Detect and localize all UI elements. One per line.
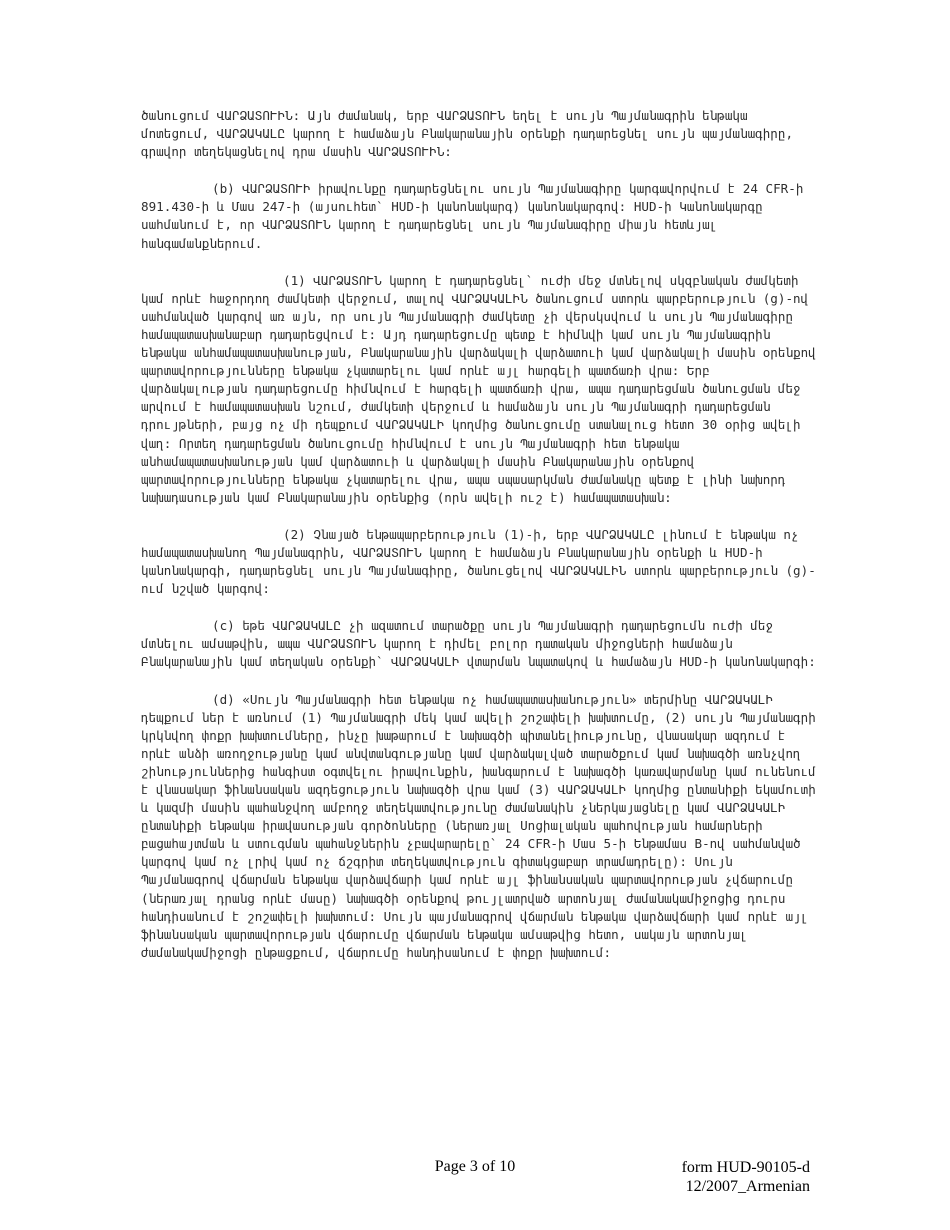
paragraph-d: (d) «Սույն Պայմանագրի հետ ենթակա ոչ համապատասխանություն» տերմինը ՎԱՐՁԱԿԱԼԻ դեպքում ներ է առնում (1) Պայմանագրի մեկ կամ ավելի շոշափելի խախտումը, (2) սույն Պայմանագրի կրկնվող փոքր խախտումները, ինչը խաթարում է նախագծի պիտանելիությունը, վնասակար ազդում է որևէ անձի առողջությանը կամ անվտանգությանը կամ վարձակալված տարածքում կամ նախագծի առնչվող շինություններից հանգիստ օգտվելու իրավունքին, խանգարում է նախագծի կառավարմանը կամ ունենում է վնասակար ֆինանսական ազդեցություն նախագծի վրա կամ (3) ՎԱՐՁԱԿԱԼԻ կողմից ընտանիքի եկամուտի և կազմի մասին պահանջվող ամբողջ տեղեկատվությունը ժամանակին չներկայացնելը կամ ՎԱՐՁԱԿԱԼԻ ընտանիքի ենթակա իրավասության գործոնները (ներառյալ Սոցիալական պահովության համարների բացահայտման և ստուգման պահանջներին չբավարարելը` 24 CFR-ի Մաս 5-ի Ենթամաս B-ով սահմանված կարգով կամ ոչ լրիվ կամ ոչ ճշգրիտ տեղեկատվություն գիտակցաբար տրամադրելը): Սույն Պայմանագրով վճարման ենթակա վարձավճարի կամ որևէ այլ ֆինանսական պարտավորության չվճարումը (ներառյալ դրանց որևէ մասը) նախագծի օրենքով թույլատրված արտոնյալ ժամանակամիջոցից դուրս հանդիսանում է շոշափելի խախտում: Սույն պայմանագրով վճարման ենթակա վարձավճարի կամ որևէ այլ ֆինանսական պարտավորության վճարումը վճարման ենթակա ամսաթվից հետո, սակայն արտոնյալ ժամանակամիջոցի ընթացքում, վճարումը հանդիսանում է փոքր խախտում:	[141, 691, 816, 960]
paragraph-b1: (1) ՎԱՐՁԱՏՈՒՆ կարող է դադարեցնել` ուժի մեջ մտնելով սկզբնական ժամկետի կամ որևէ հաջորդող ժամկետի վերջում, տալով ՎԱՐՁԱԿԱԼԻՆ ծանուցում ստորև պարբերություն (g)-ով սահմանված կարգով առ այն, որ սույն Պայմանագրի ժամկետը չի վերսկսվում և սույն Պայմանագիրը համապատասխանաբար դադարեցվում է: Այդ դադարեցումը պետք է հիմնվի կամ սույն Պայմանագրին ենթակա անհամապատասխանության, Բնակարանային վարձակալի վարձատուի կամ վարձակալի մասին օրենքով պարտավորությունները ենթակա չկատարելու կամ որևէ այլ հարգելի պատճառի վրա: Երբ վարձակալության դադարեցումը հիմնվում է հարգելի պատճառի վրա, ապա դադարեցման ծանուցման մեջ արվում է համապատասխան նշում, ժամկետի վերջում և համաձայն սույն Պայմանագրի դադարեցման դրույթների, բայց ոչ մի դեպքում ՎԱՐՁԱԿԱԼԻ կողմից ծանուցումը ստանալուց հետո 30 օրից ավելի վաղ: Որտեղ դադարեցման ծանուցումը հիմնվում է սույն Պայմանագրի հետ ենթակա անհամապատասխանության կամ վարձատուի և վարձակալի մասին Բնակարանային օրենքով պարտավորությունները ենթակա չկատարելու վրա, ապա սպասարկման ժամանակը պետք է լինի նախորդ նախադասության կամ Բնակարանային օրենքից (որն ավելի ուշ է) համապատասխան:	[141, 272, 816, 505]
paragraph-b: (b) ՎԱՐՁԱՏՈՒԻ իրավունքը դադարեցնելու սույն Պայմանագիրը կարգավորվում է 24 CFR-ի 891.430-ի և Մաս 247-ի (այսուհետ` HUD-ի կանոնակարգ) կանոնակարգով: HUD-ի Կանոնակարգը սահմանում է, որ ՎԱՐՁԱՏՈՒՆ կարող է դադարեցնել սույն Պայմանագիրը միայն հետևյալ հանգամանքներում.	[141, 181, 804, 251]
paragraph-continuation: ծանուցում ՎԱՐՁԱՏՈՒԻՆ: Այն ժամանակ, երբ ՎԱՐՁԱՏՈՒՆ եղել է սույն Պայմանագրին ենթակա մոտեցում, ՎԱՐՁԱԿԱԼԸ կարող է համաձայն Բնակարանային օրենքի դադարեցնել սույն պայմանագիրը, գրավոր տեղեկացնելով դրա մասին ՎԱՐՁԱՏՈՒԻՆ:	[141, 108, 794, 160]
form-number: form HUD-90105-d	[681, 1159, 810, 1176]
paragraph-c: (c) եթե ՎԱՐՁԱԿԱԼԸ չի ազատում տարածքը սույն Պայմանագրի դադարեցումն ուժի մեջ մտնելու ամսաթվին, ապա ՎԱՐՁԱՏՈՒՆ կարող է դիմել բոլոր դատական միջոցների համաձայն Բնակարանային կամ տեղական օրենքի` ՎԱՐՁԱԿԱԼԻ վտարման նպատակով և համաձայն HUD-ի կանոնակարգի:	[141, 618, 816, 670]
form-identifier	[682, 1158, 810, 1196]
paragraph-b2: (2) Չնայած ենթապարբերություն (1)-ի, երբ ՎԱՐՁԱԿԱԼԸ լինում է ենթակա ոչ համապատասխանող Պայմանագրին, ՎԱՐՁԱՏՈՒՆ կարող է համաձայն Բնակարանային օրենքի և HUD-ի կանոնակարգի, դադարեցնել սույն Պայմանագիրը, ծանուցելով ՎԱՐՁԱԿԱԼԻՆ ստորև պարբերություն (g)-ում նշված կարգով:	[141, 526, 816, 597]
form-version: 12/2007_Armenian	[685, 1178, 810, 1195]
document-body	[141, 107, 821, 981]
page-number: Page 3 of 10	[434, 1158, 516, 1175]
